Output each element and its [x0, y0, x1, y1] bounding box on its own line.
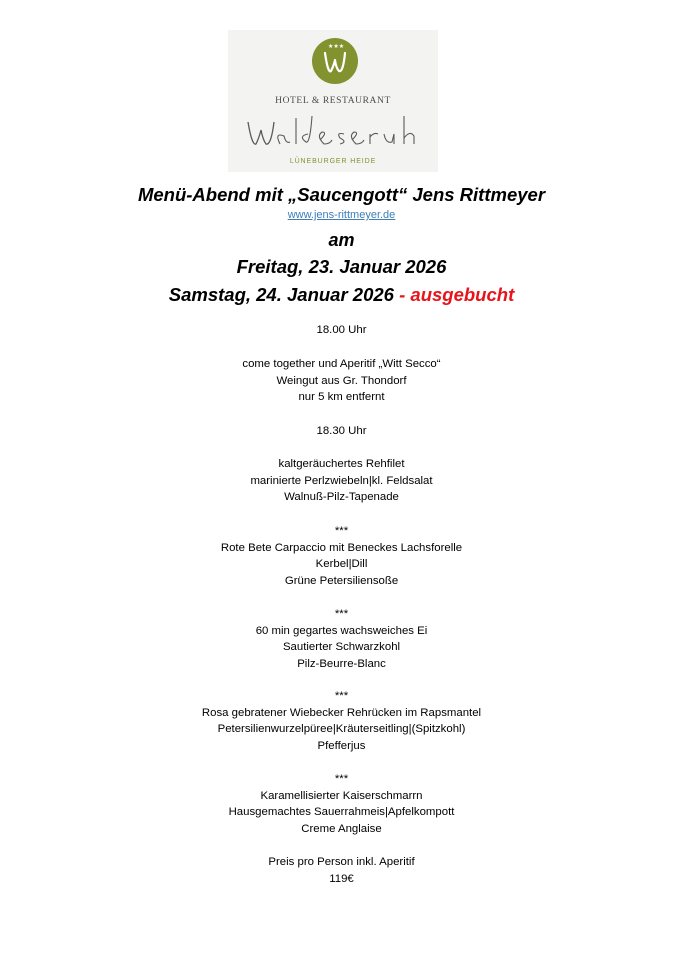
menu-line: nur 5 km entfernt [298, 391, 385, 403]
date-friday: Freitag, 23. Januar 2026 [236, 256, 447, 277]
course-separator: *** [334, 525, 349, 537]
menu-line: marinierte Perlzwiebeln|kl. Feldsalat [250, 474, 433, 487]
course-4 [0, 688, 683, 754]
menu-line: Rosa gebratener Wiebecker Rehrücken im Rapsmantel [201, 706, 482, 719]
hotel-logo [228, 30, 438, 172]
course-1 [0, 456, 683, 506]
event-title: Menü-Abend mit „Saucengott“ Jens Rittmeyer [137, 184, 546, 205]
menu-line: Hausgemachtes Sauerrahmeis|Apfelkompott [228, 806, 455, 818]
menu-line: Creme Anglaise [301, 822, 382, 835]
menu-line: Rote Bete Carpaccio mit Beneckes Lachsforelle [220, 541, 463, 554]
date-saturday-text: Samstag, 24. Januar 2026 [168, 284, 394, 305]
start-time: 18.00 Uhr [316, 324, 367, 336]
course-3 [0, 606, 683, 672]
price-block [0, 854, 683, 887]
menu-line: Petersilienwurzelpüree|Kräuterseitling|(Spitzkohl) [217, 723, 466, 735]
course-separator: *** [334, 773, 349, 785]
menu-line: Weingut aus Gr. Thondorf [276, 374, 407, 387]
menu-line: Karamellisierter Kaiserschmarrn [260, 789, 423, 802]
dinner-time: 18.30 Uhr [316, 425, 367, 437]
price-value: 119€ [329, 872, 354, 885]
course-5 [0, 771, 683, 837]
menu-line: Pfefferjus [317, 739, 366, 752]
menu-line: Sautierter Schwarzkohl [282, 641, 401, 653]
menu-line: 60 min gegartes wachsweiches Ei [255, 624, 428, 637]
menu-line: Grüne Petersiliensoße [284, 574, 399, 587]
menu-line: kaltgeräuchertes Rehfilet [278, 458, 405, 470]
course-separator: *** [334, 608, 349, 620]
logo-wordmark [240, 110, 430, 156]
menu-line: Kerbel|Dill [315, 558, 368, 570]
svg-text:★★★: ★★★ [328, 43, 345, 50]
date-saturday [0, 284, 683, 306]
menu-line: come together und Aperitif „Witt Secco“ [242, 358, 441, 370]
menu-line: Walnuß-Pilz-Tapenade [284, 491, 399, 503]
logo-tagline: HOTEL & RESTAURANT [275, 96, 391, 106]
website-link[interactable]: www.jens-rittmeyer.de [287, 209, 396, 221]
price-label: Preis pro Person inkl. Aperitif [268, 856, 415, 868]
menu-line: Pilz-Beurre-Blanc [297, 657, 386, 670]
course-separator: *** [334, 690, 349, 702]
aperitif-block [0, 356, 683, 406]
course-2 [0, 523, 683, 589]
am-label: am [328, 230, 355, 250]
sold-out-label: - ausgebucht [393, 284, 515, 305]
logo-region: LÜNEBURGER HEIDE [289, 158, 377, 165]
w-monogram-icon [312, 38, 358, 84]
